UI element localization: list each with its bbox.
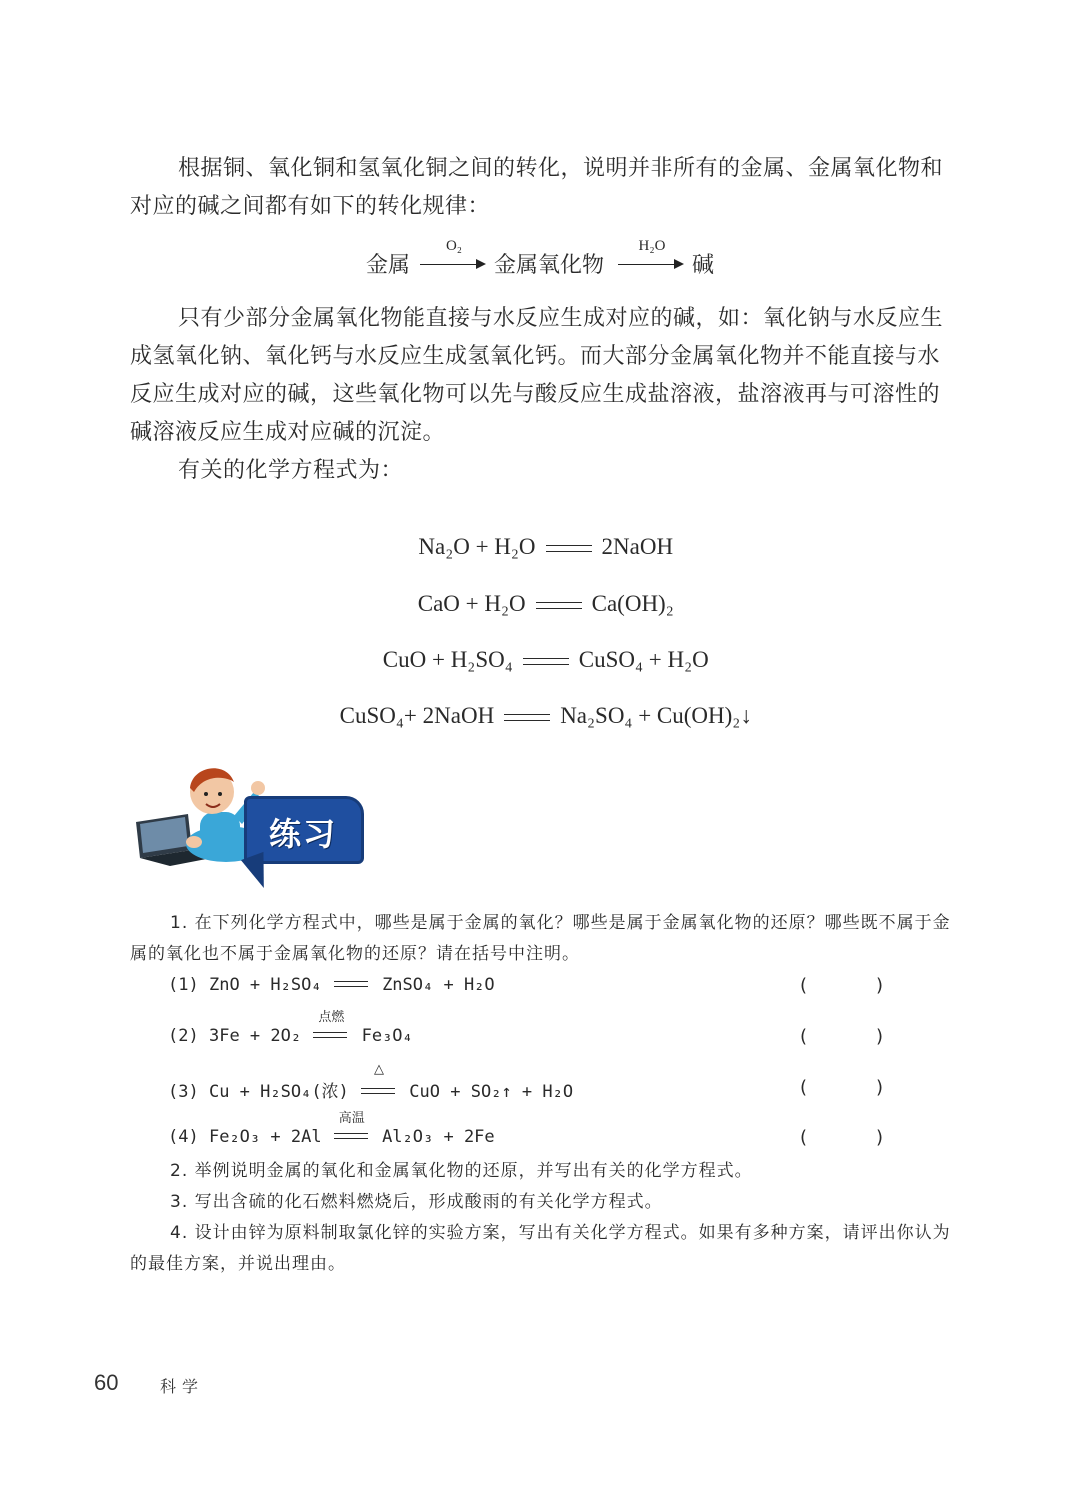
equation-2-rhs: Ca(OH)₂	[591, 591, 674, 616]
equation-3-rhs: CuSO₄ + H₂O	[578, 647, 709, 672]
equation-4-rhs: Na₂SO₄ + Cu(OH)₂↓	[560, 703, 752, 728]
reaction-condition	[311, 1010, 351, 1046]
answer-parentheses[interactable]	[800, 1127, 884, 1148]
question-4-text: 4. 设计由锌为原料制取氯化锌的实验方案，写出有关化学方程式。如果有多种方案，请评出你认为的最佳方案，并说出理由。	[130, 1223, 951, 1274]
exercise-item-2	[168, 1010, 898, 1062]
item-lhs: ZnO + H₂SO₄	[208, 975, 322, 995]
equals-sign	[523, 657, 569, 667]
question-2	[130, 1156, 952, 1187]
scheme-arrow-2	[616, 238, 688, 278]
equals-sign	[546, 544, 592, 554]
equation-1	[0, 508, 1080, 560]
exercise-title: 练习	[269, 815, 338, 853]
equals-sign	[504, 713, 550, 723]
item-rhs: Fe₃O₄	[361, 1026, 413, 1046]
condition-label: 点燃	[318, 1010, 345, 1025]
book-title: 科学	[160, 1377, 205, 1396]
reaction-condition	[332, 1111, 372, 1147]
condition-label: 高温	[338, 1111, 365, 1126]
paragraph-explanation-text: 只有少部分金属氧化物能直接与水反应生成对应的碱，如：氧化钠与水反应生成氢氧化钠、氧化钙与水反应生成氢氧化钙。而大部分金属氧化物并不能直接与水反应生成对应的碱，这些氧化物可以先与酸反应生成盐溶液，盐溶液再与可溶性的碱溶液反应生成对应碱的沉淀。	[130, 306, 944, 445]
paren-open: (	[800, 1127, 808, 1148]
paren-close: )	[876, 1127, 884, 1148]
scheme-arrow-2-label: H₂O	[638, 238, 666, 254]
paren-open: (	[800, 1077, 808, 1098]
equation-3-lhs: CuO + H₂SO₄	[382, 647, 513, 672]
scheme-metal-oxide: 金属氧化物	[494, 253, 605, 278]
paren-close: )	[876, 1026, 884, 1047]
item-lhs: Fe₂O₃ + 2Al	[208, 1127, 322, 1147]
reaction-condition	[332, 975, 372, 995]
page-number: 60	[94, 1370, 119, 1395]
condition-label: △	[374, 1062, 385, 1077]
exercise-item-1	[168, 975, 898, 1011]
equation-4-lhs: CuSO₄+ 2NaOH	[339, 703, 495, 728]
scheme-arrow-1-label: O₂	[445, 238, 463, 254]
item-number: (4)	[168, 1127, 199, 1147]
scheme-metal: 金属	[366, 253, 411, 278]
answer-parentheses[interactable]	[800, 1026, 884, 1047]
equation-1-lhs: Na₂O + H₂O	[418, 534, 536, 559]
item-lhs: 3Fe + 2O₂	[208, 1026, 302, 1046]
paragraph-equations-intro-text: 有关的化学方程式为：	[178, 458, 404, 483]
reaction-condition	[359, 1062, 399, 1102]
conversion-scheme	[0, 238, 1080, 288]
paren-close: )	[876, 1077, 884, 1098]
paragraph-intro	[130, 150, 950, 226]
paragraph-intro-text: 根据铜、氧化铜和氢氧化铜之间的转化，说明并非所有的金属、金属氧化物和对应的碱之间都有如下的转化规律：	[130, 156, 944, 219]
item-number: (1)	[168, 975, 199, 995]
item-rhs: ZnSO₄ + H₂O	[382, 975, 495, 995]
equals-sign	[536, 601, 582, 611]
equation-3	[0, 621, 1080, 673]
answer-parentheses[interactable]	[800, 1077, 884, 1098]
paragraph-equations-intro	[130, 452, 950, 490]
scheme-arrow-1	[418, 238, 490, 278]
answer-parentheses[interactable]	[800, 975, 884, 996]
item-rhs: CuO + SO₂↑ + H₂O	[409, 1082, 574, 1102]
paragraph-explanation	[130, 300, 950, 452]
question-1-text: 1. 在下列化学方程式中，哪些是属于金属的氧化？哪些是属于金属氧化物的还原？哪些既不属于金属的氧化也不属于金属氧化物的还原？请在括号中注明。	[130, 913, 951, 964]
equation-2	[0, 565, 1080, 617]
exercise-item-3	[168, 1062, 898, 1113]
scheme-base: 碱	[692, 253, 715, 278]
equation-4	[0, 677, 1080, 729]
item-number: (2)	[168, 1026, 199, 1046]
question-2-text: 2. 举例说明金属的氧化和金属氧化物的还原，并写出有关的化学方程式。	[170, 1161, 753, 1181]
paren-close: )	[876, 975, 884, 996]
question-3-text: 3. 写出含硫的化石燃料燃烧后，形成酸雨的有关化学方程式。	[170, 1192, 663, 1212]
item-number: (3)	[168, 1082, 199, 1102]
item-lhs: Cu + H₂SO₄(浓)	[208, 1082, 349, 1102]
question-4	[130, 1218, 952, 1280]
paren-open: (	[800, 1026, 808, 1047]
equation-1-rhs: 2NaOH	[601, 534, 674, 559]
paren-open: (	[800, 975, 808, 996]
question-1	[130, 908, 952, 970]
item-rhs: Al₂O₃ + 2Fe	[382, 1127, 495, 1147]
equation-2-lhs: CaO + H₂O	[417, 591, 526, 616]
question-3	[130, 1187, 952, 1218]
